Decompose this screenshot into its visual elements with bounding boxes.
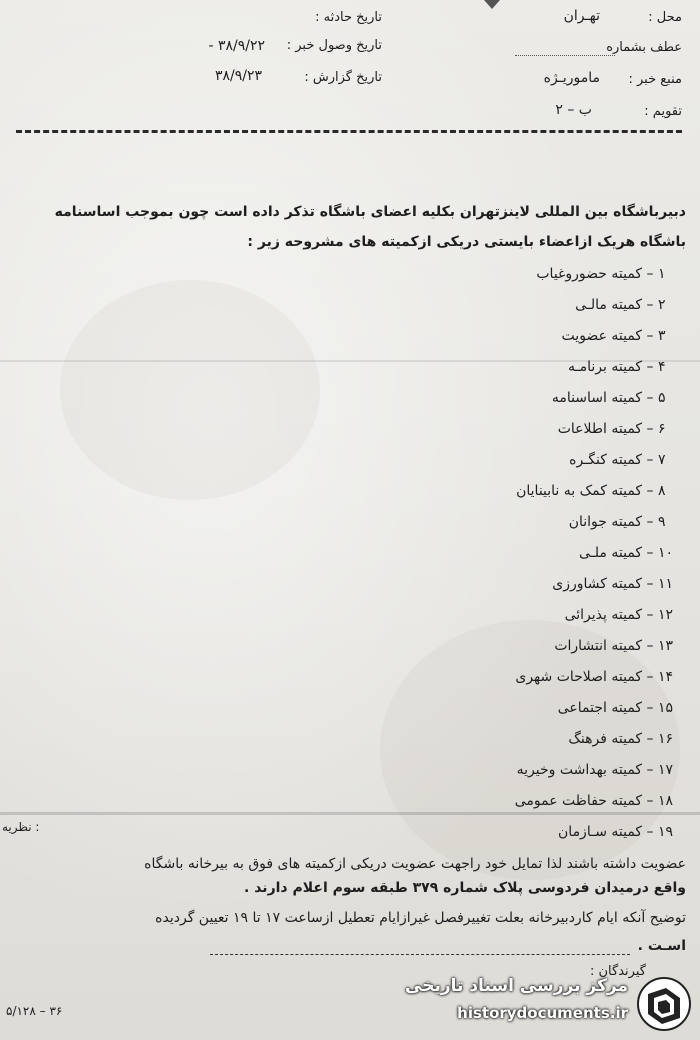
committee-number: ۹: [658, 514, 666, 530]
reference-label: عطف بشماره: [606, 40, 682, 55]
committee-item: [515, 793, 682, 809]
committee-name: کمیته کشاورزی: [552, 576, 643, 592]
committee-dash: –: [642, 700, 658, 716]
committee-name: کمیته اساسنامه: [551, 390, 643, 406]
report-date-label: تاریخ گزارش :: [304, 70, 382, 85]
committee-item: [552, 576, 682, 592]
committee-item: [558, 700, 682, 716]
committee-name: کمیته اجتماعی: [557, 700, 643, 716]
committee-name: کمیته سـازمان: [558, 824, 643, 840]
committee-name: کمیته عضویت: [561, 328, 643, 344]
recipients-label: گیرندگان :: [590, 964, 646, 979]
reference-blank: [515, 55, 615, 56]
committee-number: ۱۱: [658, 576, 674, 592]
closing-line-1: عضویت داشته باشند لذا تمایل خود راجهت عضویت دریکی ازکمیته های فوق به بیرخانه باشگاه: [144, 856, 686, 872]
paper-stain: [60, 280, 320, 500]
committee-number: ۱۹: [658, 824, 674, 840]
paper-stain: [380, 620, 680, 880]
committee-dash: –: [642, 390, 658, 406]
committee-dash: –: [642, 731, 658, 747]
committee-number: ۷: [658, 452, 666, 468]
committee-dash: –: [642, 762, 658, 778]
committee-dash: –: [642, 421, 658, 437]
committee-name: کمیته کنگـره: [569, 452, 643, 468]
calendar-label: تقویم :: [644, 104, 682, 119]
closing-line-2: واقع درمیدان فردوسی پلاک شماره ۳۷۹ طبقه سوم اعلام دارند .: [244, 880, 686, 896]
committee-number: ۱۶: [658, 731, 674, 747]
committee-item: [558, 421, 682, 437]
report-date-value: ۳۸/۹/۲۳: [214, 68, 262, 84]
archive-watermark: [405, 970, 700, 1040]
committee-name: کمیته جوانان: [568, 514, 643, 530]
side-note: نظریه :: [2, 820, 40, 834]
committee-dash: –: [642, 359, 658, 375]
committee-number: ۱۳: [658, 638, 674, 654]
committee-number: ۱۸: [658, 793, 674, 809]
committee-item: [568, 359, 682, 375]
committee-dash: –: [642, 669, 658, 685]
document-code: ۵/۱۲۸ – ۳۶: [6, 1004, 63, 1018]
committee-dash: –: [642, 638, 658, 654]
committee-item: [536, 266, 682, 282]
committee-name: کمیته کمک به نابینایان: [516, 483, 643, 499]
committee-item: [568, 731, 682, 747]
committee-name: کمیته انتشارات: [554, 638, 643, 654]
note-blank-line: [210, 954, 630, 955]
committee-dash: –: [642, 483, 658, 499]
location-label: محل :: [648, 10, 682, 25]
committee-name: کمیته ملـی: [579, 545, 643, 561]
note-line-2: اسـت .: [637, 938, 686, 954]
note-line-1: توضیح آنکه ایام کاردبیرخانه بعلت تغییرفصل غیرازایام تعطیل ازساعت ۱۷ تا ۱۹ تعیین گردیده: [155, 910, 686, 926]
location-value: تهـران: [563, 8, 600, 24]
committee-name: کمیته حفاظت عمومی: [514, 793, 643, 809]
committee-number: ۶: [658, 421, 666, 437]
committee-item: [558, 824, 682, 840]
committee-item: [569, 452, 682, 468]
committee-number: ۱۲: [658, 607, 674, 623]
committee-dash: –: [642, 824, 658, 840]
committee-name: کمیته پذیرائی: [564, 607, 643, 623]
committee-name: کمیته برنامـه: [568, 359, 643, 375]
committee-number: ۸: [658, 483, 666, 499]
source-value: ماموریـژه: [543, 70, 600, 86]
intro-line-1: دبیرباشگاه بین المللی لاینزتهران بکلیه اعضای باشگاه تذکر داده است چون بموجب اساسنامه: [54, 204, 686, 220]
event-date-label: تاریخ حادثه :: [315, 10, 382, 25]
committee-item: [569, 514, 682, 530]
committee-item: [517, 762, 682, 778]
calendar-value: ب – ۲: [555, 102, 592, 118]
committee-item: [515, 669, 682, 685]
committee-name: کمیته مالـی: [575, 297, 643, 313]
committee-name: کمیته بهداشت وخیریه: [516, 762, 643, 778]
committee-item: [562, 328, 682, 344]
header-divider: [16, 130, 682, 133]
committee-dash: –: [642, 328, 658, 344]
committee-number: ۱۷: [658, 762, 674, 778]
committee-number: ۵: [658, 390, 666, 406]
committee-number: ۱۵: [658, 700, 674, 716]
committee-number: ۲: [658, 297, 666, 313]
committee-item: [565, 607, 682, 623]
committee-number: ۱۴: [658, 669, 674, 685]
committee-number: ۱۰: [658, 545, 674, 561]
committee-name: کمیته حضوروغیاب: [536, 266, 643, 282]
committee-dash: –: [642, 452, 658, 468]
committee-dash: –: [642, 297, 658, 313]
committee-dash: –: [642, 576, 658, 592]
watermark-title: مرکز بررسی اسناد تاریخی: [405, 976, 628, 996]
committee-name: کمیته فرهنگ: [568, 731, 643, 747]
committee-item: [552, 390, 682, 406]
committee-item: [554, 638, 682, 654]
committee-number: ۳: [658, 328, 666, 344]
committee-item: [575, 297, 682, 313]
committee-name: کمیته اطلاعات: [557, 421, 643, 437]
committee-item: [516, 483, 682, 499]
receipt-date-value: ۳۸/۹/۲۲ -: [208, 38, 265, 54]
punch-mark-icon: [480, 0, 504, 10]
archive-logo-icon: [636, 976, 692, 1032]
committee-item: [579, 545, 682, 561]
intro-line-2: باشگاه هریک ازاعضاء بایستی دریکی ازکمیته های مشروحه زیر :: [247, 234, 686, 250]
committee-number: ۱: [658, 266, 666, 282]
paper-fold: [0, 812, 700, 815]
committee-number: ۴: [658, 359, 666, 375]
receipt-date-label: تاریخ وصول خبر :: [286, 38, 382, 53]
committee-dash: –: [642, 514, 658, 530]
watermark-url: historydocuments.ir: [457, 1004, 628, 1022]
source-label: منبع خبر :: [628, 72, 682, 87]
committee-dash: –: [642, 793, 658, 809]
committee-dash: –: [642, 607, 658, 623]
committee-dash: –: [642, 266, 658, 282]
committee-name: کمیته اصلاحات شهری: [515, 669, 643, 685]
committee-dash: –: [642, 545, 658, 561]
